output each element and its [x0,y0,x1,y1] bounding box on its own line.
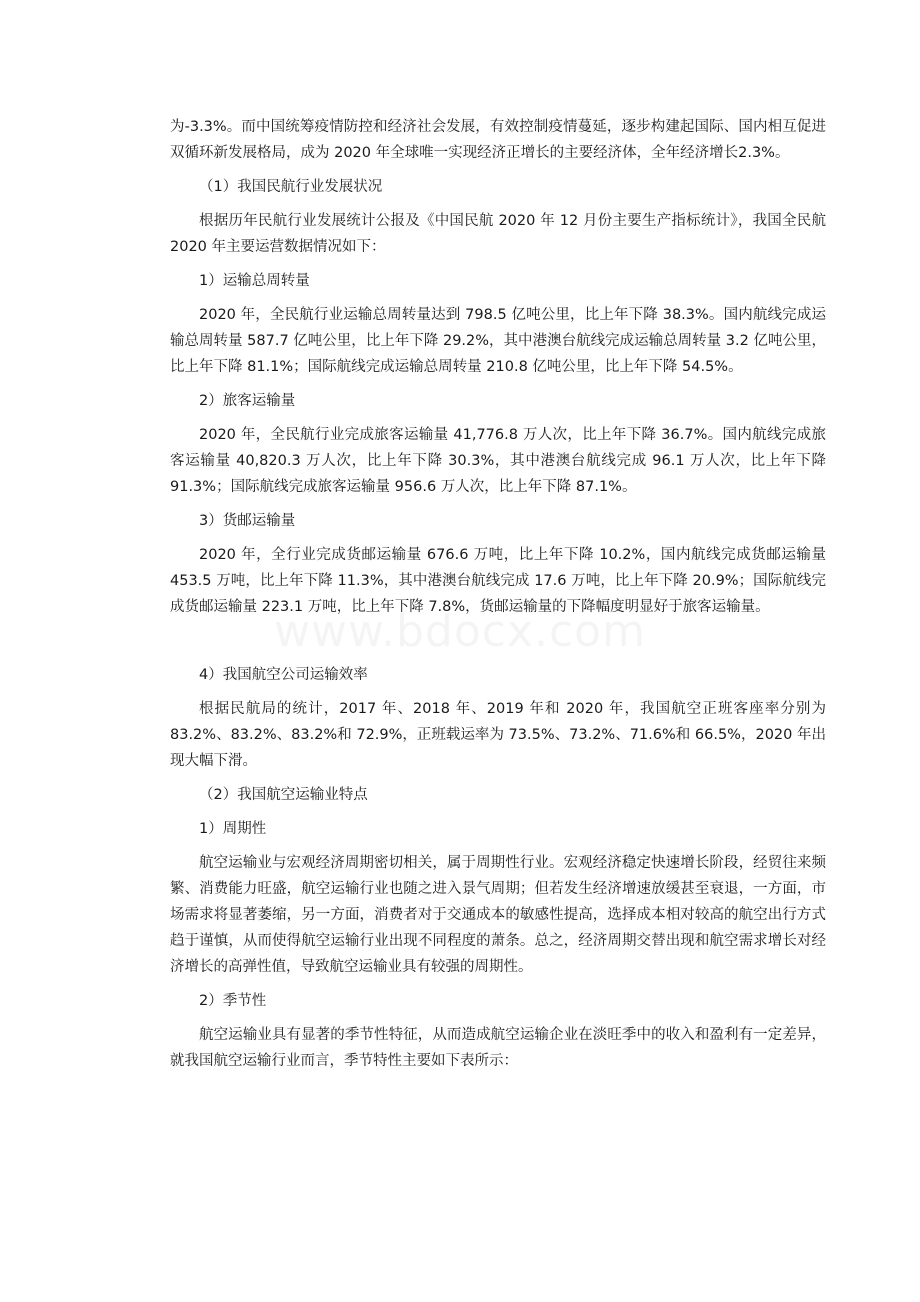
body-paragraph: 根据民航局的统计，2017 年、2018 年、2019 年和 2020 年，我国航空正班客座率分别为 83.2%、83.2%、83.2%和 72.9%，正班载运率为 73.5%、73.2%、71.6%和 66.5%，2020 年出现大幅下滑。 [170,701,826,769]
body-paragraph: 2020 年，全行业完成货邮运输量 676.6 万吨，比上年下降 10.2%，国内航线完成货邮运输量 453.5 万吨，比上年下降 11.3%，其中港澳台航线完成 17.6 万吨，比上年下降 20.9%；国际航线完成货邮运输量 223.1 万吨，比上年下降 7.8%，货邮运输量的下降幅度明显好于旅客运输量。 [170,547,826,615]
section-spacer [170,628,826,662]
body-paragraph: 2020 年，全民航行业完成旅客运输量 41,776.8 万人次，比上年下降 36.7%。国内航线完成旅客运输量 40,820.3 万人次，比上年下降 30.3%，其中港澳台航线完成 96.1 万人次，比上年下降 91.3%；国际航线完成旅客运输量 956.6 万人次，比上年下降 87.1%。 [170,427,826,495]
document-body [170,114,826,1082]
body-paragraph: 为-3.3%。而中国统筹疫情防控和经济社会发展，有效控制疫情蔓延，逐步构建起国际、国内相互促进双循环新发展格局，成为 2020 年全球唯一实现经济正增长的主要经济体，全年经济增长2.3%。 [170,119,826,161]
body-paragraph: 根据历年民航行业发展统计公报及《中国民航 2020 年 12 月份主要生产指标统计》，我国全民航 2020 年主要运营数据情况如下： [170,213,826,255]
section-heading: 1）运输总周转量 [199,273,310,289]
section-heading: （2）我国航空运输业特点 [199,787,368,803]
body-paragraph: 2020 年，全民航行业运输总周转量达到 798.5 亿吨公里，比上年下降 38.3%。国内航线完成运输总周转量 587.7 亿吨公里，比上年下降 29.2%，其中港澳台航线完成运输总周转量 3.2 亿吨公里，比上年下降 81.1%；国际航线完成运输总周转量 210.8 亿吨公里，比上年下降 54.5%。 [170,307,826,375]
body-paragraph: 航空运输业与宏观经济周期密切相关，属于周期性行业。宏观经济稳定快速增长阶段，经贸往来频繁、消费能力旺盛，航空运输行业也随之进入景气周期；但若发生经济增速放缓甚至衰退，一方面，市场需求将显著萎缩，另一方面，消费者对于交通成本的敏感性提高，选择成本相对较高的航空出行方式趋于谨慎，从而使得航空运输行业出现不同程度的萧条。总之，经济周期交替出现和航空需求增长对经济增长的高弹性值，导致航空运输业具有较强的周期性。 [170,855,826,975]
section-heading: 1）周期性 [199,821,267,837]
section-heading: 4）我国航空公司运输效率 [199,667,368,683]
body-paragraph: 航空运输业具有显著的季节性特征，从而造成航空运输企业在淡旺季中的收入和盈利有一定差异，就我国航空运输行业而言，季节特性主要如下表所示： [170,1027,826,1069]
section-heading: （1）我国民航行业发展状况 [199,179,383,195]
section-heading: 2）旅客运输量 [199,393,296,409]
section-heading: 2）季节性 [199,993,267,1009]
section-heading: 3）货邮运输量 [199,513,296,529]
